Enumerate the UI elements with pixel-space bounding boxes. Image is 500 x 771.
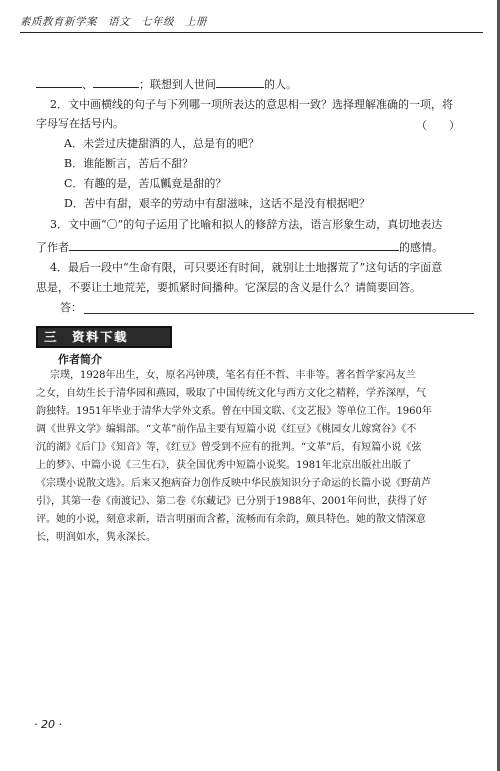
q2-prompt-line2: 字母写在括号内。: [36, 117, 124, 130]
bio-line: 上的梦》、中篇小说《三生石》，获全国优秀中短篇小说奖。1981年北京出版社出版了: [36, 460, 412, 471]
author-intro-heading: 作者简介: [58, 353, 102, 366]
fill-blank[interactable]: [69, 239, 399, 251]
bio-line: 引》，其第一卷《南渡记》、第二卷《东藏记》已分别于1988年、2001年问世，获得了好: [36, 496, 427, 507]
q3-end: 的感情。: [399, 241, 443, 254]
bio-line: 调《世界文学》编辑部。“文革”前作品主要有短篇小说《红豆》《桃园女儿嫁窝谷》《不: [36, 424, 417, 435]
answer-parentheses[interactable]: （ ）: [416, 119, 460, 132]
section-title: 三 资料下载: [44, 330, 129, 344]
header-rule: [20, 32, 483, 33]
separator: 、: [82, 78, 93, 91]
q4-prompt-line2: 思是，不要让土地荒芜，要抓紧时间播种。它深层的含义是什么？请简要回答。: [36, 281, 421, 294]
q3-prompt-line2: [36, 239, 443, 255]
q1-text: ；联想到人世间: [139, 78, 216, 91]
option-a: A．未尝过庆捷甜酒的人，总是有的吧？: [64, 137, 259, 150]
fill-blank[interactable]: [36, 76, 82, 88]
q3-start: 了作者: [36, 241, 69, 254]
answer-line[interactable]: [84, 313, 474, 314]
section-banner: [36, 326, 172, 348]
running-header: 素质教育新学案 语文 七年级 上册: [20, 16, 207, 28]
option-d: D．苦中有甜，艰辛的劳动中有甜滋味，这话不是没有根据吧？: [64, 197, 370, 210]
q2-prompt-line1: 2．文中画横线的句子与下列哪一项所表达的意思相一致？选择理解准确的一项，将: [50, 98, 453, 111]
q1-tail-line: [36, 76, 297, 92]
answer-label: 答：: [60, 301, 82, 314]
page-number: · 20 ·: [34, 718, 62, 731]
q3-prompt-line1: 3．文中画“〇”的句子运用了比喻和拟人的修辞方法，语言形象生动，真切地表达: [50, 218, 443, 231]
option-b: B．谁能断言，苦后不甜？: [64, 157, 194, 170]
bio-line: 《宗璞小说散文选》。后来又抱病奋力创作反映中华民族知识分子命运的长篇小说《野葫芦: [36, 478, 431, 489]
bio-line: 韵独特。1951年毕业于清华大学外文系。曾在中国文联、《文艺报》等单位工作。1960年: [36, 406, 432, 417]
q4-prompt-line1: 4．最后一段中“生命有限，可只要还有时间，就别让土地撂荒了”这句话的字面意: [50, 261, 443, 274]
fill-blank[interactable]: [93, 76, 139, 88]
bio-line: 长，明润如水，隽永深长。: [36, 532, 156, 543]
bio-line: 之女，自幼生长于清华园和燕园，吸取了中国传统文化与西方文化之精粹，学养深厚，气: [36, 388, 426, 399]
bio-line: 沉的湖》《后门》《知音》等，《红豆》曾受到不应有的批判。“文革”后，有短篇小说《弦: [36, 442, 422, 453]
option-c: C．有趣的是，苦瓜瓤竟是甜的？: [64, 177, 227, 190]
q1-end: 的人。: [264, 78, 297, 91]
fill-blank[interactable]: [216, 76, 264, 88]
bio-line: 宗璞，1928年出生，女，原名冯钟璞，笔名有任不哲、丰非等。著名哲学家冯友兰: [50, 370, 416, 381]
bio-line: 评。她的小说，刻意求新，语言明丽而含蓄，流畅而有余韵，颇具特色。她的散文情深意: [36, 514, 426, 525]
